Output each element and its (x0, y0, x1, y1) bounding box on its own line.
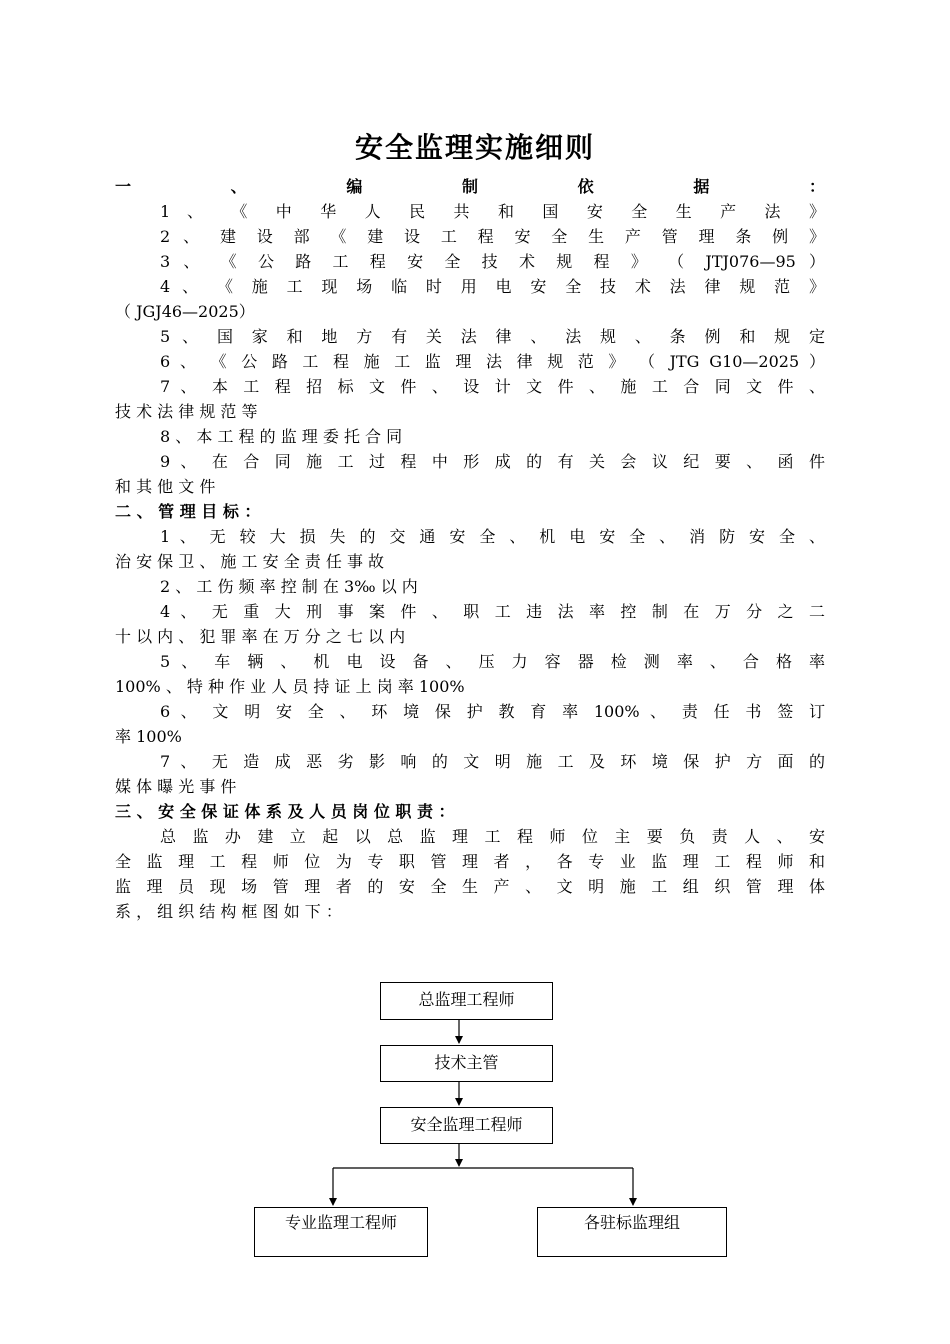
body-line: 4 、 无 重 大 刑 事 案 件 、 职 工 违 法 率 控 制 在 万 分 之 二 (160, 602, 825, 621)
org-label-specialist: 专业监理工程师 (284, 1213, 397, 1232)
body-line: 9 、 在 合 同 施 工 过 程 中 形 成 的 有 关 会 议 纪 要 、 函 件 (160, 452, 825, 471)
body-line: 治 安 保 卫 、 施 工 安 全 责 任 事 故 (115, 552, 385, 571)
section-heading: 一 、 编 制 依 据 ： (115, 177, 825, 196)
org-box-safety-engineer (380, 1107, 553, 1144)
body-line: 6 、 《 公 路 工 程 施 工 监 理 法 律 规 范 》 （ JTG G10—2025 ） (160, 352, 825, 371)
body-line: 技 术 法 律 规 范 等 (115, 402, 258, 421)
org-label-safety: 安全监理工程师 (410, 1115, 523, 1134)
section-heading: 二 、 管 理 目 标 ： (115, 502, 261, 521)
body-line: 8 、 本 工 程 的 监 理 委 托 合 同 (160, 427, 403, 446)
body-line: 5 、 国 家 和 地 方 有 关 法 律 、 法 规 、 条 例 和 规 定 (160, 327, 825, 346)
body-line: 4 、 《 施 工 现 场 临 时 用 电 安 全 技 术 法 律 规 范 》 (160, 277, 825, 296)
org-label-tech: 技术主管 (434, 1053, 499, 1072)
body-line: 3 、 《 公 路 工 程 安 全 技 术 规 程 》 （ JTJ076—95 ） (160, 252, 825, 271)
body-line: 100% 、 特 种 作 业 人 员 持 证 上 岗 率 100% (115, 677, 465, 696)
body-line: 5 、 车 辆 、 机 电 设 备 、 压 力 容 器 检 测 率 、 合 格 率 (160, 652, 825, 671)
section-heading: 三 、 安 全 保 证 体 系 及 人 员 岗 位 职 责 ： (115, 802, 455, 821)
org-box-chief-engineer (380, 982, 553, 1020)
body-line: 7 、 无 造 成 恶 劣 影 响 的 文 明 施 工 及 环 境 保 护 方 面 的 (160, 752, 825, 771)
body-line: 和 其 他 文 件 (115, 477, 216, 496)
body-line: （ JGJ46—2025） (115, 302, 255, 321)
body-line: 率 100% (115, 727, 182, 746)
org-box-resident-groups (537, 1207, 727, 1257)
page-title: 安全监理实施细则 (354, 131, 595, 164)
body-line: 7 、 本 工 程 招 标 文 件 、 设 计 文 件 、 施 工 合 同 文 件 、 (160, 377, 825, 396)
org-label-chief: 总监理工程师 (418, 990, 515, 1009)
body-line: 6 、 文 明 安 全 、 环 境 保 护 教 育 率 100% 、 责 任 书 签 订 (160, 702, 825, 721)
body-line: 十 以 内 、 犯 罪 率 在 万 分 之 七 以 内 (115, 627, 406, 646)
body-line: 监 理 员 现 场 管 理 者 的 安 全 生 产 、 文 明 施 工 组 织 管 理 体 (115, 877, 825, 896)
body-line: 全 监 理 工 程 师 位 为 专 职 管 理 者 ， 各 专 业 监 理 工 程 师 和 (115, 852, 825, 871)
body-line: 总 监 办 建 立 起 以 总 监 理 工 程 师 位 主 要 负 责 人 、 安 (160, 827, 825, 846)
body-line: 媒 体 曝 光 事 件 (115, 777, 237, 796)
body-line: 2 、 工 伤 频 率 控 制 在 3‰ 以 内 (160, 577, 418, 596)
body-line: 1 、 无 较 大 损 失 的 交 通 安 全 、 机 电 安 全 、 消 防 安 全 、 (160, 527, 825, 546)
org-box-tech-supervisor (380, 1045, 553, 1082)
org-box-specialist-engineer (254, 1207, 428, 1257)
body-line: 2 、 建 设 部 《 建 设 工 程 安 全 生 产 管 理 条 例 》 (160, 227, 825, 246)
body-line: 1 、 《 中 华 人 民 共 和 国 安 全 生 产 法 》 (160, 202, 825, 221)
org-label-resident: 各驻标监理组 (583, 1213, 680, 1232)
body-line: 系 ， 组 织 结 构 框 图 如 下 ： (115, 902, 342, 921)
